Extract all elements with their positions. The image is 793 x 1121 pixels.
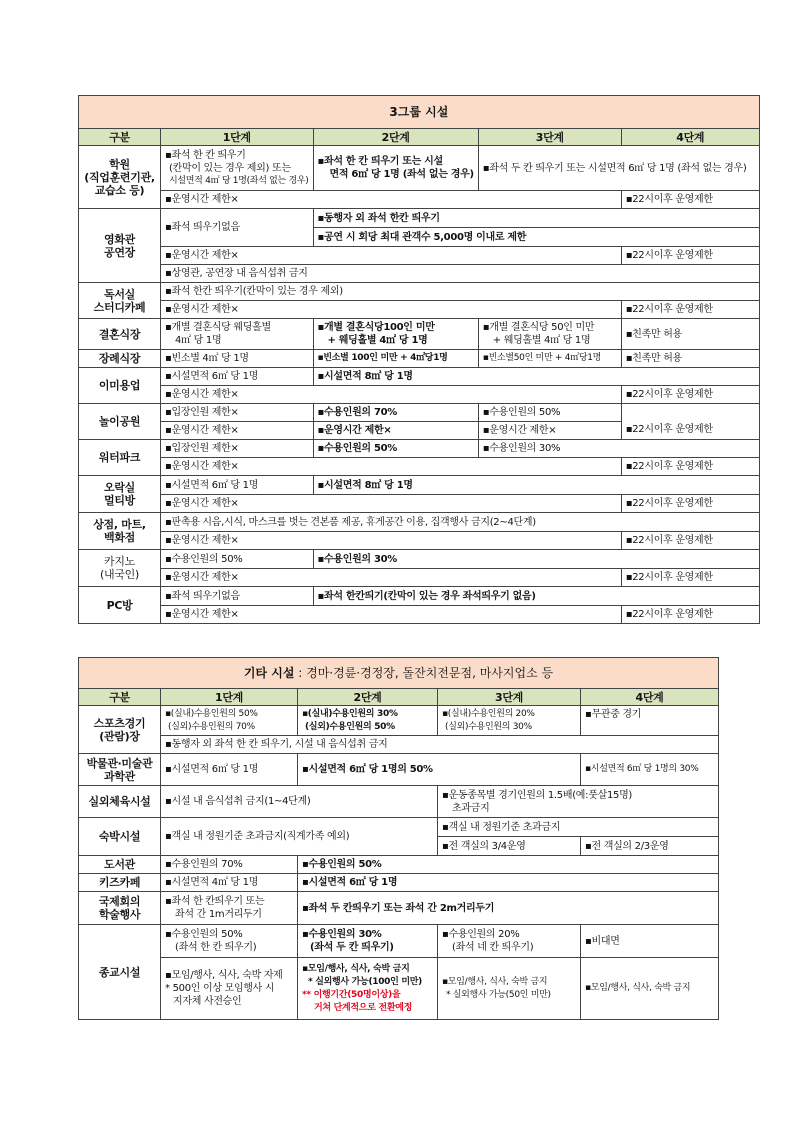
reading-rule: ▪좌석 한칸 띄우기(칸막이 있는 경우 제외) — [161, 283, 760, 301]
religion-stage3-events: ▪모임/행사, 식사, 숙박 금지 * 실외행사 가능(50인 미만) — [438, 958, 581, 1020]
funeral-stage1: ▪빈소별 4㎡ 당 1명 — [161, 350, 314, 368]
reading-hours-stage4: ▪22시이후 운영제한 — [621, 301, 759, 319]
amusement-stage1-entry: ▪입장인원 제한× — [161, 404, 314, 422]
cinema-stage234-audience: ▪공연 시 회당 최대 관객수 5,000명 이내로 제한 — [313, 228, 759, 247]
museum-stage4: ▪시설면적 6㎡ 당 1명의 30% — [581, 754, 719, 786]
row-category-sports: 스포츠경기 (관람)장 — [79, 706, 161, 754]
row-category-casino: 카지노 (내국인) — [79, 550, 161, 587]
row-category-outdoor-sports: 실외체육시설 — [79, 786, 161, 818]
header-stage4: 4단계 — [621, 129, 759, 146]
outdoor-sports-stage12: ▪시설 내 음식섭취 금지(1~4단계) — [161, 786, 438, 818]
row-category-store: 상점, 마트, 백화점 — [79, 513, 161, 550]
row-category-wedding: 결혼식장 — [79, 319, 161, 350]
cinema-hours: ▪운영시간 제한× — [161, 247, 622, 265]
amusement-stage2-capacity: ▪수용인원의 70% — [313, 404, 478, 422]
waterpark-hours: ▪운영시간 제한× — [161, 458, 622, 476]
header-category: 구분 — [79, 129, 161, 146]
religion-stage4-capacity: ▪비대면 — [581, 925, 719, 958]
beauty-hours: ▪운영시간 제한× — [161, 386, 622, 404]
amusement-stage1-hours: ▪운영시간 제한× — [161, 422, 314, 440]
row-category-beauty: 이미용업 — [79, 368, 161, 404]
header-stage3: 3단계 — [478, 129, 621, 146]
funeral-stage3: ▪빈소별50인 미만 + 4㎡당1명 — [478, 350, 621, 368]
lodging-stage3: ▪전 객실의 3/4운영 — [438, 837, 581, 856]
waterpark-hours-stage4: ▪22시이후 운영제한 — [621, 458, 759, 476]
museum-stage1: ▪시설면적 6㎡ 당 1명 — [161, 754, 298, 786]
cinema-stage1: ▪좌석 띄우기없음 — [161, 209, 314, 247]
conference-stage234: ▪좌석 두 칸띄우기 또는 좌석 간 2m거리두기 — [298, 892, 719, 925]
arcade-stage234: ▪시설면적 8㎡ 당 1명 — [313, 476, 759, 495]
row-category-religion: 종교시설 — [79, 925, 161, 1020]
wedding-stage4: ▪친족만 허용 — [621, 319, 759, 350]
academy-hours: ▪운영시간 제한× — [161, 191, 622, 209]
store-hours: ▪운영시간 제한× — [161, 532, 622, 550]
arcade-stage1: ▪시설면적 6㎡ 당 1명 — [161, 476, 314, 495]
funeral-stage2: ▪빈소별 100인 미만 + 4㎡당1명 — [313, 350, 478, 368]
religion-stage2-capacity: ▪수용인원의 30% (좌석 두 칸 띄우기) — [298, 925, 438, 958]
amusement-stage4: ▪22시이후 운영제한 — [621, 404, 759, 440]
row-category-kidscafe: 키즈카페 — [79, 874, 161, 892]
other-table — [78, 657, 719, 1020]
row-category-cinema: 영화관 공연장 — [79, 209, 161, 283]
header-stage3: 3단계 — [438, 689, 581, 706]
kidscafe-stage234: ▪시설면적 6㎡ 당 1명 — [298, 874, 719, 892]
arcade-hours: ▪운영시간 제한× — [161, 495, 622, 513]
beauty-hours-stage4: ▪22시이후 운영제한 — [621, 386, 759, 404]
casino-stage1: ▪수용인원의 50% — [161, 550, 314, 569]
casino-hours: ▪운영시간 제한× — [161, 569, 622, 587]
waterpark-stage34: ▪수용인원의 30% — [478, 440, 759, 458]
header-stage1: 1단계 — [161, 689, 298, 706]
amusement-stage3-capacity: ▪수용인원의 50% — [478, 404, 621, 422]
library-stage234: ▪수용인원의 50% — [298, 856, 719, 874]
row-category-museum: 박물관·미술관 과학관 — [79, 754, 161, 786]
amusement-stage2-hours: ▪운영시간 제한× — [313, 422, 478, 440]
academy-stage2: ▪좌석 한 칸 띄우기 또는 시설 면적 6㎡ 당 1명 (좌석 없는 경우) — [313, 146, 478, 191]
row-category-academy: 학원 (직업훈련기관, 교습소 등) — [79, 146, 161, 209]
pcroom-hours-stage4: ▪22시이후 운영제한 — [621, 606, 759, 624]
row-category-pcroom: PC방 — [79, 587, 161, 624]
religion-stage2-events: ▪모임/행사, 식사, 숙박 금지 * 실외행사 가능(100인 미만) ** 이행기간(50명이상)을 거쳐 단계적으로 전환예정 — [298, 958, 438, 1020]
pcroom-stage1: ▪좌석 띄우기없음 — [161, 587, 314, 606]
waterpark-stage2: ▪수용인원의 50% — [313, 440, 478, 458]
amusement-stage3-hours: ▪운영시간 제한× — [478, 422, 621, 440]
arcade-hours-stage4: ▪22시이후 운영제한 — [621, 495, 759, 513]
row-category-library: 도서관 — [79, 856, 161, 874]
pcroom-hours: ▪운영시간 제한× — [161, 606, 622, 624]
kidscafe-stage1: ▪시설면적 4㎡ 당 1명 — [161, 874, 298, 892]
academy-stage1: ▪좌석 한 칸 띄우기 (칸막이 있는 경우 제외) 또는 시설면적 4㎡ 당 1명(좌석 없는 경우) — [161, 146, 314, 191]
sports-stage2: ▪(실내)수용인원의 30% (실외)수용인원의 50% — [298, 706, 438, 736]
sports-rule: ▪동행자 외 좌석 한 칸 띄우기, 시설 내 음식섭취 금지 — [161, 736, 719, 754]
lodging-stage12: ▪객실 내 정원기준 초과금지(직계가족 예외) — [161, 818, 438, 856]
row-category-reading: 독서실 스터디카페 — [79, 283, 161, 319]
store-rule: ▪판촉용 시음,시식, 마스크를 벗는 견본품 제공, 휴게공간 이용, 집객행사 금지(2~4단계) — [161, 513, 760, 532]
conference-stage1: ▪좌석 한 칸띄우기 또는 좌석 간 1m거리두기 — [161, 892, 298, 925]
beauty-stage234: ▪시설면적 8㎡ 당 1명 — [313, 368, 759, 386]
reading-hours: ▪운영시간 제한× — [161, 301, 622, 319]
cinema-food: ▪상영관, 공연장 내 음식섭취 금지 — [161, 265, 760, 283]
row-category-amusement: 놀이공원 — [79, 404, 161, 440]
other-title: 기타 시설 : 경마·경륜·경정장, 돌잔치전문점, 마사지업소 등 — [79, 658, 719, 689]
row-category-waterpark: 워터파크 — [79, 440, 161, 476]
library-stage1: ▪수용인원의 70% — [161, 856, 298, 874]
academy-stage34: ▪좌석 두 칸 띄우기 또는 시설면적 6㎡ 당 1명 (좌석 없는 경우) — [478, 146, 759, 191]
beauty-stage1: ▪시설면적 6㎡ 당 1명 — [161, 368, 314, 386]
religion-stage1-events: ▪모임/행사, 식사, 숙박 자제 * 500인 이상 모임행사 시 지자체 사전승인 — [161, 958, 298, 1020]
lodging-stage4: ▪전 객실의 2/3운영 — [581, 837, 719, 856]
header-stage2: 2단계 — [313, 129, 478, 146]
religion-stage3-capacity: ▪수용인원의 20% (좌석 네 칸 띄우기) — [438, 925, 581, 958]
casino-stage234: ▪수용인원의 30% — [313, 550, 759, 569]
religion-stage1-capacity: ▪수용인원의 50% (좌석 한 칸 띄우기) — [161, 925, 298, 958]
cinema-stage234-seat: ▪동행자 외 좌석 한칸 띄우기 — [313, 209, 759, 228]
sports-stage1: ▪(실내)수용인원의 50% (실외)수용인원의 70% — [161, 706, 298, 736]
waterpark-stage1: ▪입장인원 제한× — [161, 440, 314, 458]
header-category: 구분 — [79, 689, 161, 706]
sports-stage3: ▪(실내)수용인원의 20% (실외)수용인원의 30% — [438, 706, 581, 736]
group3-table — [78, 95, 760, 624]
row-category-conference: 국제회의 학술행사 — [79, 892, 161, 925]
pcroom-stage234: ▪좌석 한칸띄기(칸막이 있는 경우 좌석띄우기 없음) — [313, 587, 759, 606]
store-hours-stage4: ▪22시이후 운영제한 — [621, 532, 759, 550]
group3-title: 3그룹 시설 — [79, 96, 760, 129]
sports-stage4: ▪무관중 경기 — [581, 706, 719, 736]
header-stage1: 1단계 — [161, 129, 314, 146]
cinema-hours-stage4: ▪22시이후 운영제한 — [621, 247, 759, 265]
outdoor-sports-stage34: ▪운동종목별 경기인원의 1.5배(예:풋살15명) 초과금지 — [438, 786, 719, 818]
academy-hours-stage4: ▪22시이후 운영제한 — [621, 191, 759, 209]
row-category-lodging: 숙박시설 — [79, 818, 161, 856]
religion-stage4-events: ▪모임/행사, 식사, 숙박 금지 — [581, 958, 719, 1020]
row-category-funeral: 장례식장 — [79, 350, 161, 368]
casino-hours-stage4: ▪22시이후 운영제한 — [621, 569, 759, 587]
row-category-arcade: 오락실 멀티방 — [79, 476, 161, 513]
header-stage2: 2단계 — [298, 689, 438, 706]
wedding-stage3: ▪개별 결혼식당 50인 미만 + 웨딩홀별 4㎡ 당 1명 — [478, 319, 621, 350]
header-stage4: 4단계 — [581, 689, 719, 706]
lodging-stage34: ▪객실 내 정원기준 초과금지 — [438, 818, 719, 837]
wedding-stage1: ▪개별 결혼식당 웨딩홀별 4㎡ 당 1명 — [161, 319, 314, 350]
museum-stage23: ▪시설면적 6㎡ 당 1명의 50% — [298, 754, 581, 786]
funeral-stage4: ▪친족만 허용 — [621, 350, 759, 368]
wedding-stage2: ▪개별 결혼식당100인 미만 + 웨딩홀별 4㎡ 당 1명 — [313, 319, 478, 350]
